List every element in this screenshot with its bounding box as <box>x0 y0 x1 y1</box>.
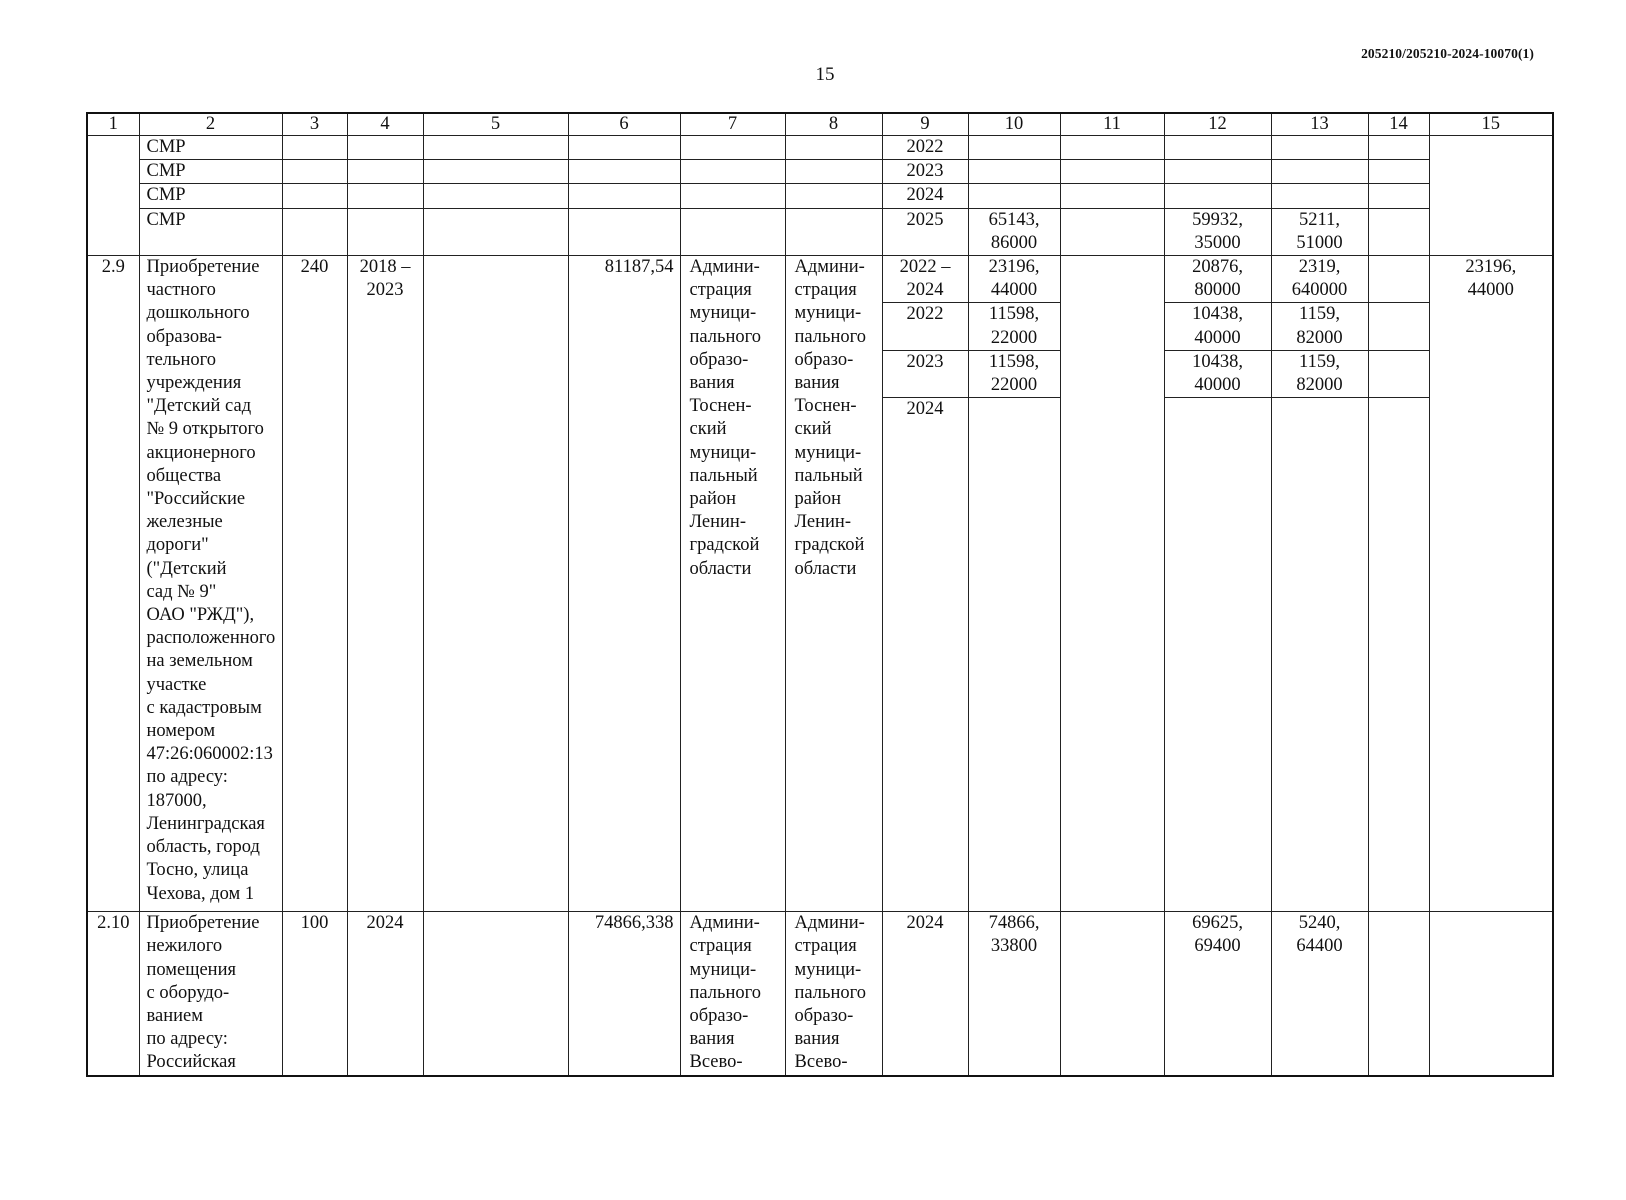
value-cell <box>968 398 1060 912</box>
column-number: 5 <box>423 113 568 136</box>
value-cell <box>1271 398 1368 912</box>
column-number: 13 <box>1271 113 1368 136</box>
value-cell <box>1164 136 1271 160</box>
year-cell: 2022 <box>882 136 968 160</box>
item-description: Приобретение частного дошкольного образова- тельного учреждения "Детский сад № 9 открытого акционерного общества "Российские железные дороги" ("Детский сад № 9" ОАО "РЖД"), расположенного на земельном участке с кадастровым номером 47:26:060002:13 по адресу: 187000, Ленинградская область, город Тосно, улица Чехова, дом 1 <box>139 256 282 912</box>
value-cell <box>1271 160 1368 184</box>
column-number: 7 <box>680 113 785 136</box>
value-cell: 10438, 40000 <box>1164 303 1271 350</box>
value-cell: 23196, 44000 <box>968 256 1060 303</box>
column-number: 4 <box>347 113 423 136</box>
column-number: 10 <box>968 113 1060 136</box>
value-cell: 69625, 69400 <box>1164 912 1271 1076</box>
value-cell <box>1164 398 1271 912</box>
smr-row <box>87 184 1553 208</box>
column-number: 1 <box>87 113 139 136</box>
smr-row <box>87 208 1553 255</box>
item-description: Приобретение нежилого помещения с оборудо- ванием по адресу: Российская <box>139 912 282 1076</box>
item-number: 2.9 <box>87 256 139 912</box>
year-cell: 2024 <box>882 398 968 912</box>
smr-label: СМР <box>139 160 282 184</box>
column-number: 9 <box>882 113 968 136</box>
value-cell: 59932, 35000 <box>1164 208 1271 255</box>
item-cost: 74866,338 <box>568 912 680 1076</box>
empty-cell <box>1368 350 1429 397</box>
value-cell <box>1164 184 1271 208</box>
empty-cell <box>1429 136 1553 256</box>
value-cell: 2319, 640000 <box>1271 256 1368 303</box>
value-cell <box>968 184 1060 208</box>
year-cell: 2024 <box>882 912 968 1076</box>
value-cell: 1159, 82000 <box>1271 303 1368 350</box>
empty-cell <box>423 256 568 912</box>
value-cell: 5211, 51000 <box>1271 208 1368 255</box>
item-recipient: Админи- страция муници- пального образо- вания Всево- <box>785 912 882 1076</box>
item-recipient: Админи- страция муници- пального образо- вания Тоснен- ский муници- пальный район Ленин- градской области <box>785 256 882 912</box>
item-col3: 100 <box>282 912 347 1076</box>
empty-cell <box>1060 256 1164 912</box>
smr-label: СМР <box>139 184 282 208</box>
value-cell: 20876, 80000 <box>1164 256 1271 303</box>
value-cell: 65143, 86000 <box>968 208 1060 255</box>
smr-label: СМР <box>139 136 282 160</box>
value-cell: 10438, 40000 <box>1164 350 1271 397</box>
value-cell <box>1271 184 1368 208</box>
item-period: 2024 <box>347 912 423 1076</box>
column-number-row <box>87 113 1553 136</box>
item-period: 2018 – 2023 <box>347 256 423 912</box>
column-number: 6 <box>568 113 680 136</box>
year-cell: 2025 <box>882 208 968 255</box>
item-col3: 240 <box>282 256 347 912</box>
year-cell: 2022 – 2024 <box>882 256 968 303</box>
column-number: 11 <box>1060 113 1164 136</box>
column-number: 2 <box>139 113 282 136</box>
empty-cell <box>1368 256 1429 303</box>
value-cell <box>968 136 1060 160</box>
column-number: 3 <box>282 113 347 136</box>
column-number: 14 <box>1368 113 1429 136</box>
column-number: 12 <box>1164 113 1271 136</box>
smr-label: СМР <box>139 208 282 255</box>
item-col15: 23196, 44000 <box>1429 256 1553 912</box>
budget-table <box>86 112 1554 1077</box>
item-customer: Админи- страция муници- пального образо- вания Всево- <box>680 912 785 1076</box>
item-customer: Админи- страция муници- пального образо- вания Тоснен- ский муници- пальный район Ленин- градской области <box>680 256 785 912</box>
value-cell: 11598, 22000 <box>968 303 1060 350</box>
value-cell <box>1271 136 1368 160</box>
empty-cell <box>1368 912 1429 1076</box>
value-cell <box>968 160 1060 184</box>
item-number: 2.10 <box>87 912 139 1076</box>
year-cell: 2022 <box>882 303 968 350</box>
year-cell: 2024 <box>882 184 968 208</box>
document-code: 205210/205210-2024-10070(1) <box>1361 46 1534 61</box>
value-cell: 5240, 64400 <box>1271 912 1368 1076</box>
item-cost: 81187,54 <box>568 256 680 912</box>
smr-row <box>87 136 1553 160</box>
column-number: 15 <box>1429 113 1553 136</box>
empty-cell <box>1429 912 1553 1076</box>
page-number: 15 <box>815 64 835 85</box>
year-cell: 2023 <box>882 350 968 397</box>
empty-cell <box>423 912 568 1076</box>
value-cell <box>1164 160 1271 184</box>
empty-cell <box>1368 398 1429 912</box>
empty-cell <box>87 136 139 256</box>
item-row-2-9 <box>87 256 1553 303</box>
smr-row <box>87 160 1553 184</box>
column-number: 8 <box>785 113 882 136</box>
year-cell: 2023 <box>882 160 968 184</box>
value-cell: 1159, 82000 <box>1271 350 1368 397</box>
value-cell: 11598, 22000 <box>968 350 1060 397</box>
item-row-2-10 <box>87 912 1553 1076</box>
empty-cell <box>1368 303 1429 350</box>
empty-cell <box>1060 912 1164 1076</box>
value-cell: 74866, 33800 <box>968 912 1060 1076</box>
